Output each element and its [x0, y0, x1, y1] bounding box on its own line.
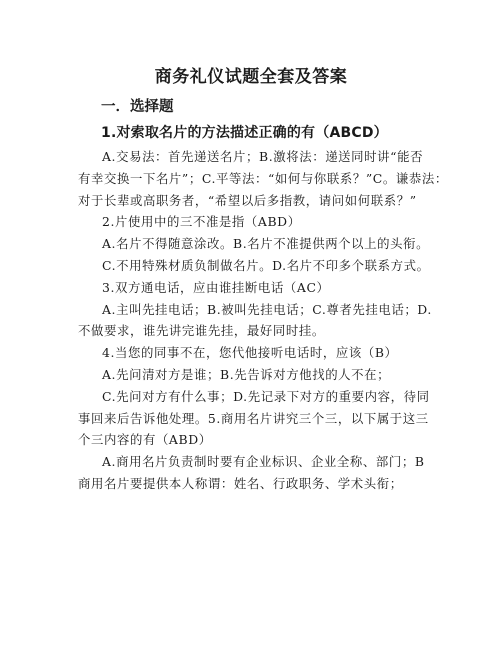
text-line: 对于长辈或高职务者，“希望以后多指教，请问如何联系？”: [78, 192, 417, 208]
section-heading: 一．选择题: [101, 99, 174, 115]
question-1-heading: 1.对索取名片的方法描述正确的有（ABCD）: [101, 125, 388, 141]
document-body: [78, 146, 448, 495]
document-title: 商务礼仪试题全套及答案: [154, 67, 348, 87]
text-line: A.主叫先挂电话；B.被叫先挂电话；C.尊者先挂电话；D.: [102, 301, 432, 317]
text-line: 3.双方通电话，应由谁挂断电话（AC）: [102, 279, 330, 295]
text-line: 4.当您的同事不在，您代他接听电话时，应该（B）: [102, 345, 398, 361]
text-line: A.商用名片负责制时要有企业标识、企业全称、部门；B: [102, 454, 425, 470]
text-line: C.先问对方有什么事；D.先记录下对方的重要内容，待同: [102, 388, 430, 404]
text-line: A.名片不得随意涂改。B.名片不准提供两个以上的头衔。: [102, 236, 430, 252]
text-line: 商用名片要提供本人称谓：姓名、行政职务、学术头衔；: [78, 475, 403, 491]
text-line: 事回来后告诉他处理。5.商用名片讲究三个三，以下属于这三: [78, 410, 429, 426]
text-line: C.不用特殊材质负制做名片。D.名片不印多个联系方式。: [102, 257, 430, 273]
text-line: 不做要求，谁先讲完谁先挂，最好同时挂。: [78, 323, 325, 339]
text-line: 有幸交换一下名片”；C.平等法：“如何与你联系？”C。谦恭法：: [78, 170, 448, 186]
text-line: 2.片使用中的三不准是指（ABD）: [102, 214, 301, 230]
text-line: A.先问清对方是谁；B.先告诉对方他找的人不在；: [102, 366, 391, 382]
text-line: 个三内容的有（ABD）: [78, 432, 212, 448]
text-line: A.交易法：首先递送名片；B.激将法：递送同时讲“能否: [102, 149, 424, 164]
